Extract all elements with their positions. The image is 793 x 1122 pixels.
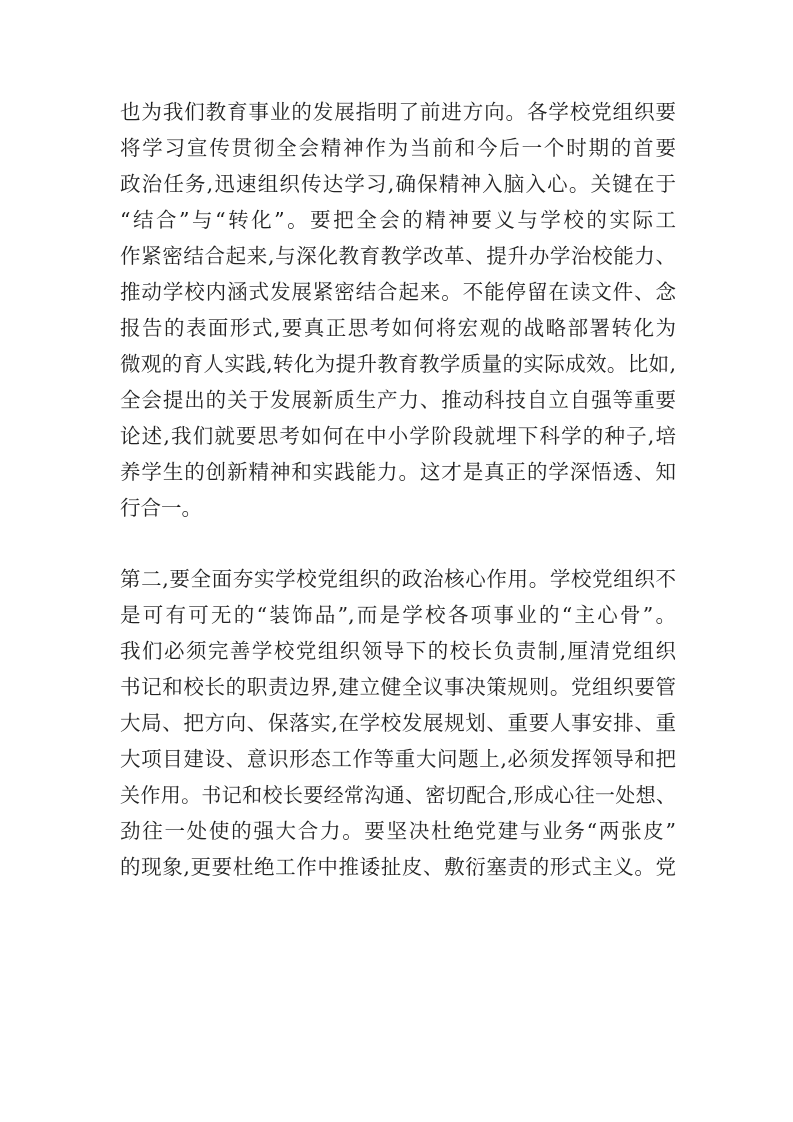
text-line: 论述,我们就要思考如何在中小学阶段就埋下科学的种子,培 — [120, 424, 676, 448]
text-line: 是可有可无的“装饰品”,而是学校各项事业的“主心骨”。 — [120, 603, 676, 627]
text-line: 将学习宣传贯彻全会精神作为当前和今后一个时期的首要 — [120, 136, 676, 160]
text-line: 的现象,更要杜绝工作中推诿扯皮、敷衍塞责的形式主义。党 — [120, 855, 676, 879]
document-page — [120, 94, 676, 885]
text-line: “结合”与“转化”。要把全会的精神要义与学校的实际工 — [120, 208, 676, 232]
text-line: 大局、把方向、保落实,在学校发展规划、重要人事安排、重 — [120, 711, 676, 735]
text-line: 关作用。书记和校长要经常沟通、密切配合,形成心往一处想、 — [120, 783, 676, 807]
text-line: 养学生的创新精神和实践能力。这才是真正的学深悟透、知 — [120, 460, 676, 484]
paragraph-gap — [120, 526, 676, 561]
text-line: 全会提出的关于发展新质生产力、推动科技自立自强等重要 — [120, 388, 676, 412]
text-line: 行合一。 — [120, 496, 202, 520]
text-line: 推动学校内涵式发展紧密结合起来。不能停留在读文件、念 — [120, 280, 676, 304]
text-line: 劲往一处使的强大合力。要坚决杜绝党建与业务“两张皮” — [120, 819, 676, 843]
text-line: 报告的表面形式,要真正思考如何将宏观的战略部署转化为 — [120, 316, 676, 340]
text-line: 第二,要全面夯实学校党组织的政治核心作用。学校党组织不 — [120, 567, 676, 591]
paragraph-1 — [120, 94, 676, 526]
text-line: 政治任务,迅速组织传达学习,确保精神入脑入心。关键在于 — [120, 172, 676, 196]
text-line: 作紧密结合起来,与深化教育教学改革、提升办学治校能力、 — [120, 244, 676, 268]
text-line: 微观的育人实践,转化为提升教育教学质量的实际成效。比如, — [120, 352, 676, 376]
text-line: 大项目建设、意识形态工作等重大问题上,必须发挥领导和把 — [120, 747, 676, 771]
paragraph-2 — [120, 561, 676, 885]
text-line: 我们必须完善学校党组织领导下的校长负责制,厘清党组织 — [120, 639, 676, 663]
text-line: 书记和校长的职责边界,建立健全议事决策规则。党组织要管 — [120, 675, 676, 699]
text-line: 也为我们教育事业的发展指明了前进方向。各学校党组织要 — [120, 100, 676, 124]
